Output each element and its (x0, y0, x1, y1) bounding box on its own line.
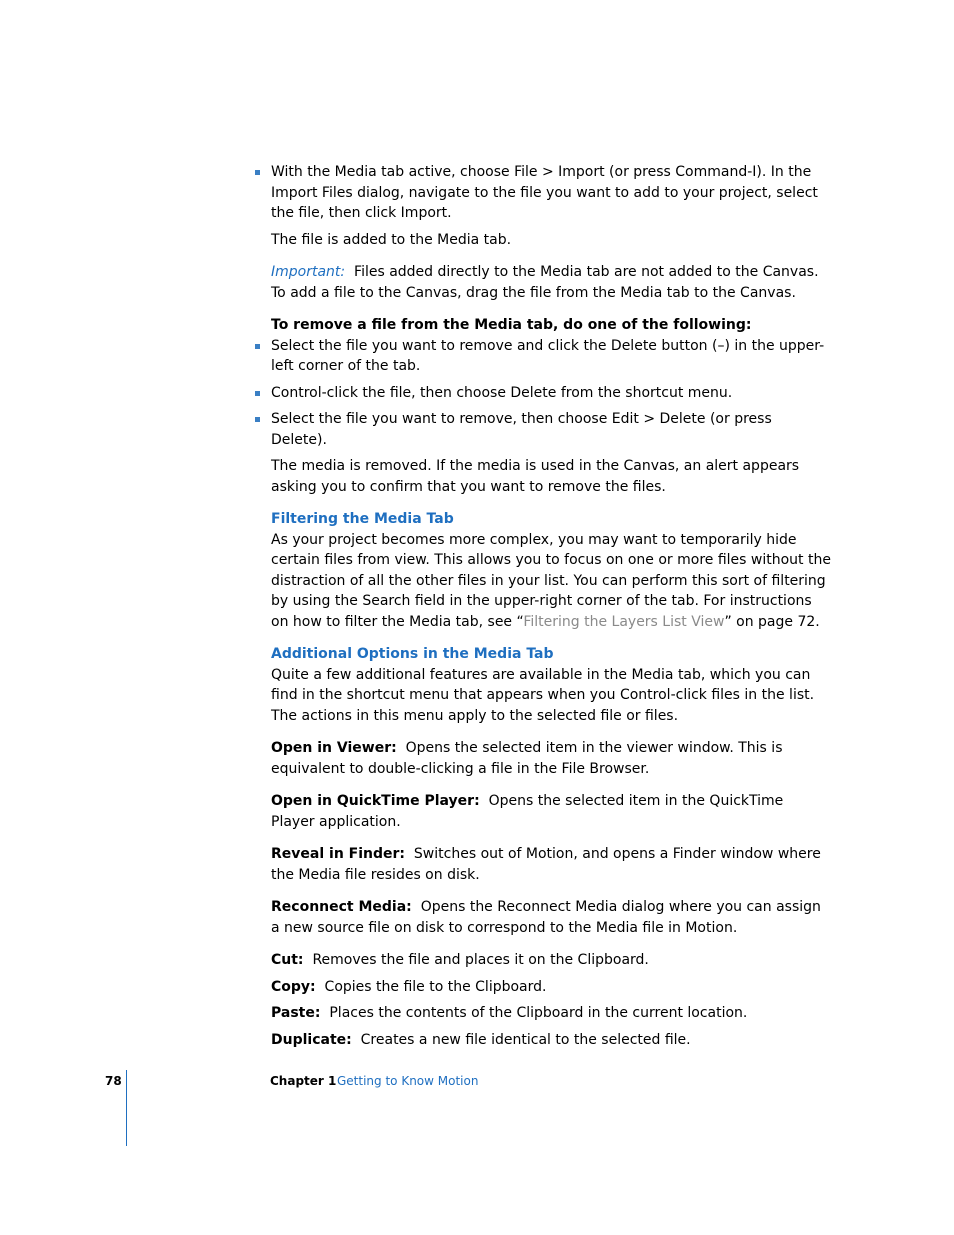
option-term: Open in Viewer: (271, 740, 397, 756)
option-desc: Opens the selected item in the viewer window. This is equivalent to double-clicking a file in the File Browser. (271, 740, 783, 777)
option-term: Cut: (271, 952, 304, 968)
section-heading-filtering: Filtering the Media Tab (271, 511, 454, 527)
cross-reference-link[interactable]: Filtering the Layers List View (523, 613, 725, 630)
option-item (271, 791, 831, 832)
option-item (271, 897, 831, 938)
option-item (271, 844, 831, 885)
option-term: Duplicate: (271, 1031, 352, 1048)
footer-chapter-title: Getting to Know Motion (337, 1074, 479, 1088)
option-desc: Opens the selected item in the QuickTime Player application. (271, 793, 784, 830)
option-item (271, 950, 831, 971)
option-term: Paste: (271, 1005, 321, 1021)
option-item (271, 977, 831, 998)
list-item: Select the file you want to remove, then choose Edit > Delete (or press Delete). (271, 409, 831, 450)
important-label: Important: (271, 264, 346, 280)
section-heading-additional: Additional Options in the Media Tab (271, 646, 554, 662)
body-paragraph (271, 530, 831, 633)
option-term: Reveal in Finder: (271, 846, 406, 862)
filtering-text-end: ” on page 72. (724, 613, 820, 630)
footer-divider (126, 1070, 127, 1146)
option-desc: Removes the file and places it on the Clipboard. (312, 952, 649, 968)
footer-chapter: Chapter 1 (270, 1074, 337, 1088)
important-text: Files added directly to the Media tab are not added to the Canvas. To add a file to the Canvas, drag the file from the Media tab to the Canvas. (271, 264, 819, 301)
list-item: Control-click the file, then choose Delete from the shortcut menu. (271, 383, 831, 404)
page-body (271, 162, 831, 1050)
option-term: Copy: (271, 978, 316, 995)
body-paragraph: Quite a few additional features are available in the Media tab, which you can find in the shortcut menu that appears when you Control-click files in the list. The actions in this menu apply to the selected file or files. (271, 666, 815, 724)
option-term: Open in QuickTime Player: (271, 793, 480, 809)
list-item: Select the file you want to remove and click the Delete button (–) in the upper-left corner of the tab. (271, 336, 831, 377)
option-item (271, 1003, 831, 1024)
option-item (271, 1030, 831, 1051)
important-note (271, 262, 831, 303)
option-desc: Switches out of Motion, and opens a Finder window where the Media file resides on disk. (271, 846, 821, 883)
body-paragraph: The media is removed. If the media is used in the Canvas, an alert appears asking you to confirm that you want to remove the files. (271, 458, 800, 495)
task-heading: To remove a file from the Media tab, do one of the following: (271, 317, 752, 333)
body-paragraph: The file is added to the Media tab. (271, 231, 512, 248)
list-item: With the Media tab active, choose File > Import (or press Command-I). In the Import Files dialog, navigate to the file you want to add to your project, select the file, then click Import. (271, 162, 831, 224)
page-number: 78 (105, 1074, 122, 1088)
option-item (271, 738, 831, 779)
option-desc: Opens the Reconnect Media dialog where you can assign a new source file on disk to correspond to the Media file in Motion. (271, 899, 821, 936)
filtering-text: As your project becomes more complex, you may want to temporarily hide certain files from view. This allows you to focus on one or more files without the distraction of all the other files in your list. You can perform this sort of filtering by using the Search field in the upper-right corner of the tab. For instructions on how to filter the Media tab, see “ (271, 531, 831, 630)
option-desc: Places the contents of the Clipboard in the current location. (329, 1005, 748, 1021)
option-term: Reconnect Media: (271, 899, 412, 915)
option-desc: Creates a new file identical to the selected file. (360, 1031, 691, 1048)
option-desc: Copies the file to the Clipboard. (324, 978, 547, 995)
